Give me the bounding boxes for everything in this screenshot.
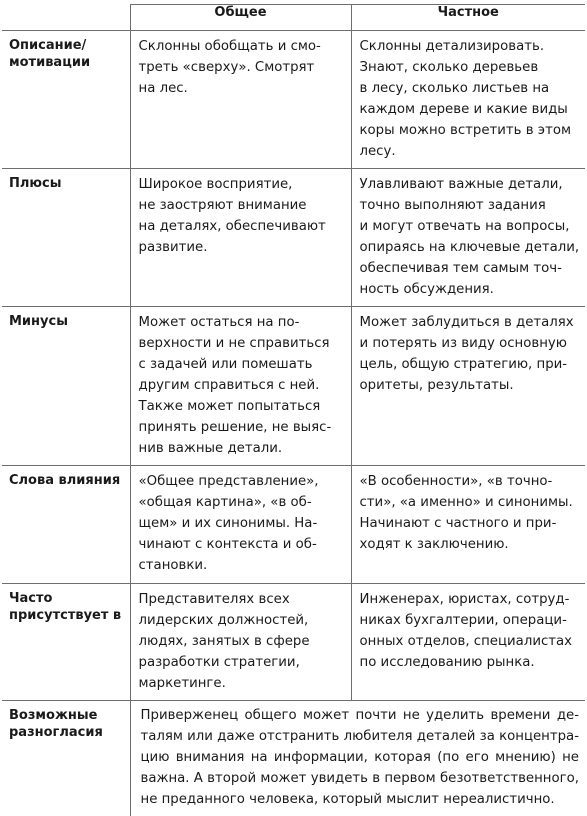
text-line: верхности и не справиться: [139, 333, 343, 354]
text-line: обеспечивая тем самым точ-: [360, 258, 578, 279]
disagreement-cell: [130, 701, 585, 816]
text-line: чинают с контекста и об-: [139, 534, 343, 555]
text-line: оритеты, результаты.: [360, 375, 578, 396]
text-line: онных отделов, специалистах: [360, 631, 578, 652]
text-line: ходят к заключению.: [360, 534, 578, 555]
text-line: Склонны детализировать.: [360, 36, 578, 57]
text-line: коры можно встретить в этом: [360, 120, 578, 141]
row-label: Описание/ мотивации: [2, 31, 130, 169]
text-line: Склонны обобщать и смо-: [139, 36, 343, 57]
text-line: разработки стратегии,: [139, 652, 343, 673]
text-line: в лесу, сколько листьев на: [360, 78, 578, 99]
text-line: по исследованию рынка.: [360, 652, 578, 673]
header-general: Общее: [130, 5, 351, 31]
text-line: на лес.: [139, 78, 343, 99]
header-specific: Частное: [351, 5, 585, 31]
text-line: на деталях, обеспечивают: [139, 216, 343, 237]
row-label: Слова влияния: [2, 466, 130, 584]
text-line: Может заблудиться в деталях: [360, 312, 578, 333]
text-line: треть «сверху». Смотрят: [139, 57, 343, 78]
text-line: с задачей или помешать: [139, 354, 343, 375]
header-empty-cell: [2, 5, 130, 31]
table-row: [2, 169, 585, 307]
text-line: Представителях всех: [139, 589, 343, 610]
text-line: Также может попытаться: [139, 396, 343, 417]
text-line: Начинают с частного и при-: [360, 513, 578, 534]
text-line: людях, занятых в сфере: [139, 631, 343, 652]
text-line: и могут отвечать на вопросы,: [360, 216, 578, 237]
specific-cell: [351, 169, 585, 307]
text-line: Может остаться на по-: [139, 312, 343, 333]
table-row: [2, 307, 585, 466]
specific-cell: [351, 584, 585, 701]
text-line: «общая картина», «в об-: [139, 492, 343, 513]
general-cell: [130, 31, 351, 169]
text-line: Знают, сколько деревьев: [360, 57, 578, 78]
text-line: не заостряют внимание: [139, 195, 343, 216]
text-line: и потерять из виду основную: [360, 333, 578, 354]
general-cell: [130, 466, 351, 584]
general-cell: [130, 584, 351, 701]
text-line: важна. А второй может увидеть в первом безответственного,: [141, 768, 580, 789]
text-line: Улавливают важные детали,: [360, 174, 578, 195]
text-line: никах бухгалтерии, операци-: [360, 610, 578, 631]
text-line: нив важные детали.: [139, 438, 343, 459]
text-line: «Общее представление»,: [139, 471, 343, 492]
table-header-row: [2, 5, 585, 31]
table-row: [2, 31, 585, 169]
text-line: становки.: [139, 555, 343, 576]
table-row: [2, 466, 585, 584]
text-line: Инженерах, юристах, сотруд-: [360, 589, 578, 610]
text-line: Широкое восприятие,: [139, 174, 343, 195]
comparison-table: [2, 4, 585, 816]
row-label: Плюсы: [2, 169, 130, 307]
text-line: цель, общую стратегию, при-: [360, 354, 578, 375]
general-cell: [130, 307, 351, 466]
text-line: другим справиться с ней.: [139, 375, 343, 396]
text-line: талям или даже отстранить любителя деталей за концентра-: [141, 726, 580, 747]
specific-cell: [351, 466, 585, 584]
text-line: щем» и их синонимы. На-: [139, 513, 343, 534]
text-line: лесу.: [360, 141, 578, 162]
text-line: не преданного человека, который мыслит нереалистично.: [141, 789, 580, 810]
text-line: развитие.: [139, 237, 343, 258]
specific-cell: [351, 31, 585, 169]
text-line: Приверженец общего может почти не уделить времени де-: [141, 705, 580, 726]
text-line: опираясь на ключевые детали,: [360, 237, 578, 258]
general-cell: [130, 169, 351, 307]
text-line: точно выполняют задания: [360, 195, 578, 216]
text-line: ность обсуждения.: [360, 279, 578, 300]
text-line: «В особенности», «в точно-: [360, 471, 578, 492]
row-label: Минусы: [2, 307, 130, 466]
row-label: Возможные разногласия: [2, 701, 130, 816]
text-line: маркетинге.: [139, 673, 343, 694]
text-line: каждом дереве и какие виды: [360, 99, 578, 120]
specific-cell: [351, 307, 585, 466]
text-line: сти», «а именно» и синонимы.: [360, 492, 578, 513]
row-label: Часто присутствует в: [2, 584, 130, 701]
text-line: лидерских должностей,: [139, 610, 343, 631]
text-line: принять решение, не выяс-: [139, 417, 343, 438]
text-line: цию внимания на информации, которая (по его мнению) не: [141, 747, 580, 768]
table-row-wide: [2, 701, 585, 816]
table-row: [2, 584, 585, 701]
